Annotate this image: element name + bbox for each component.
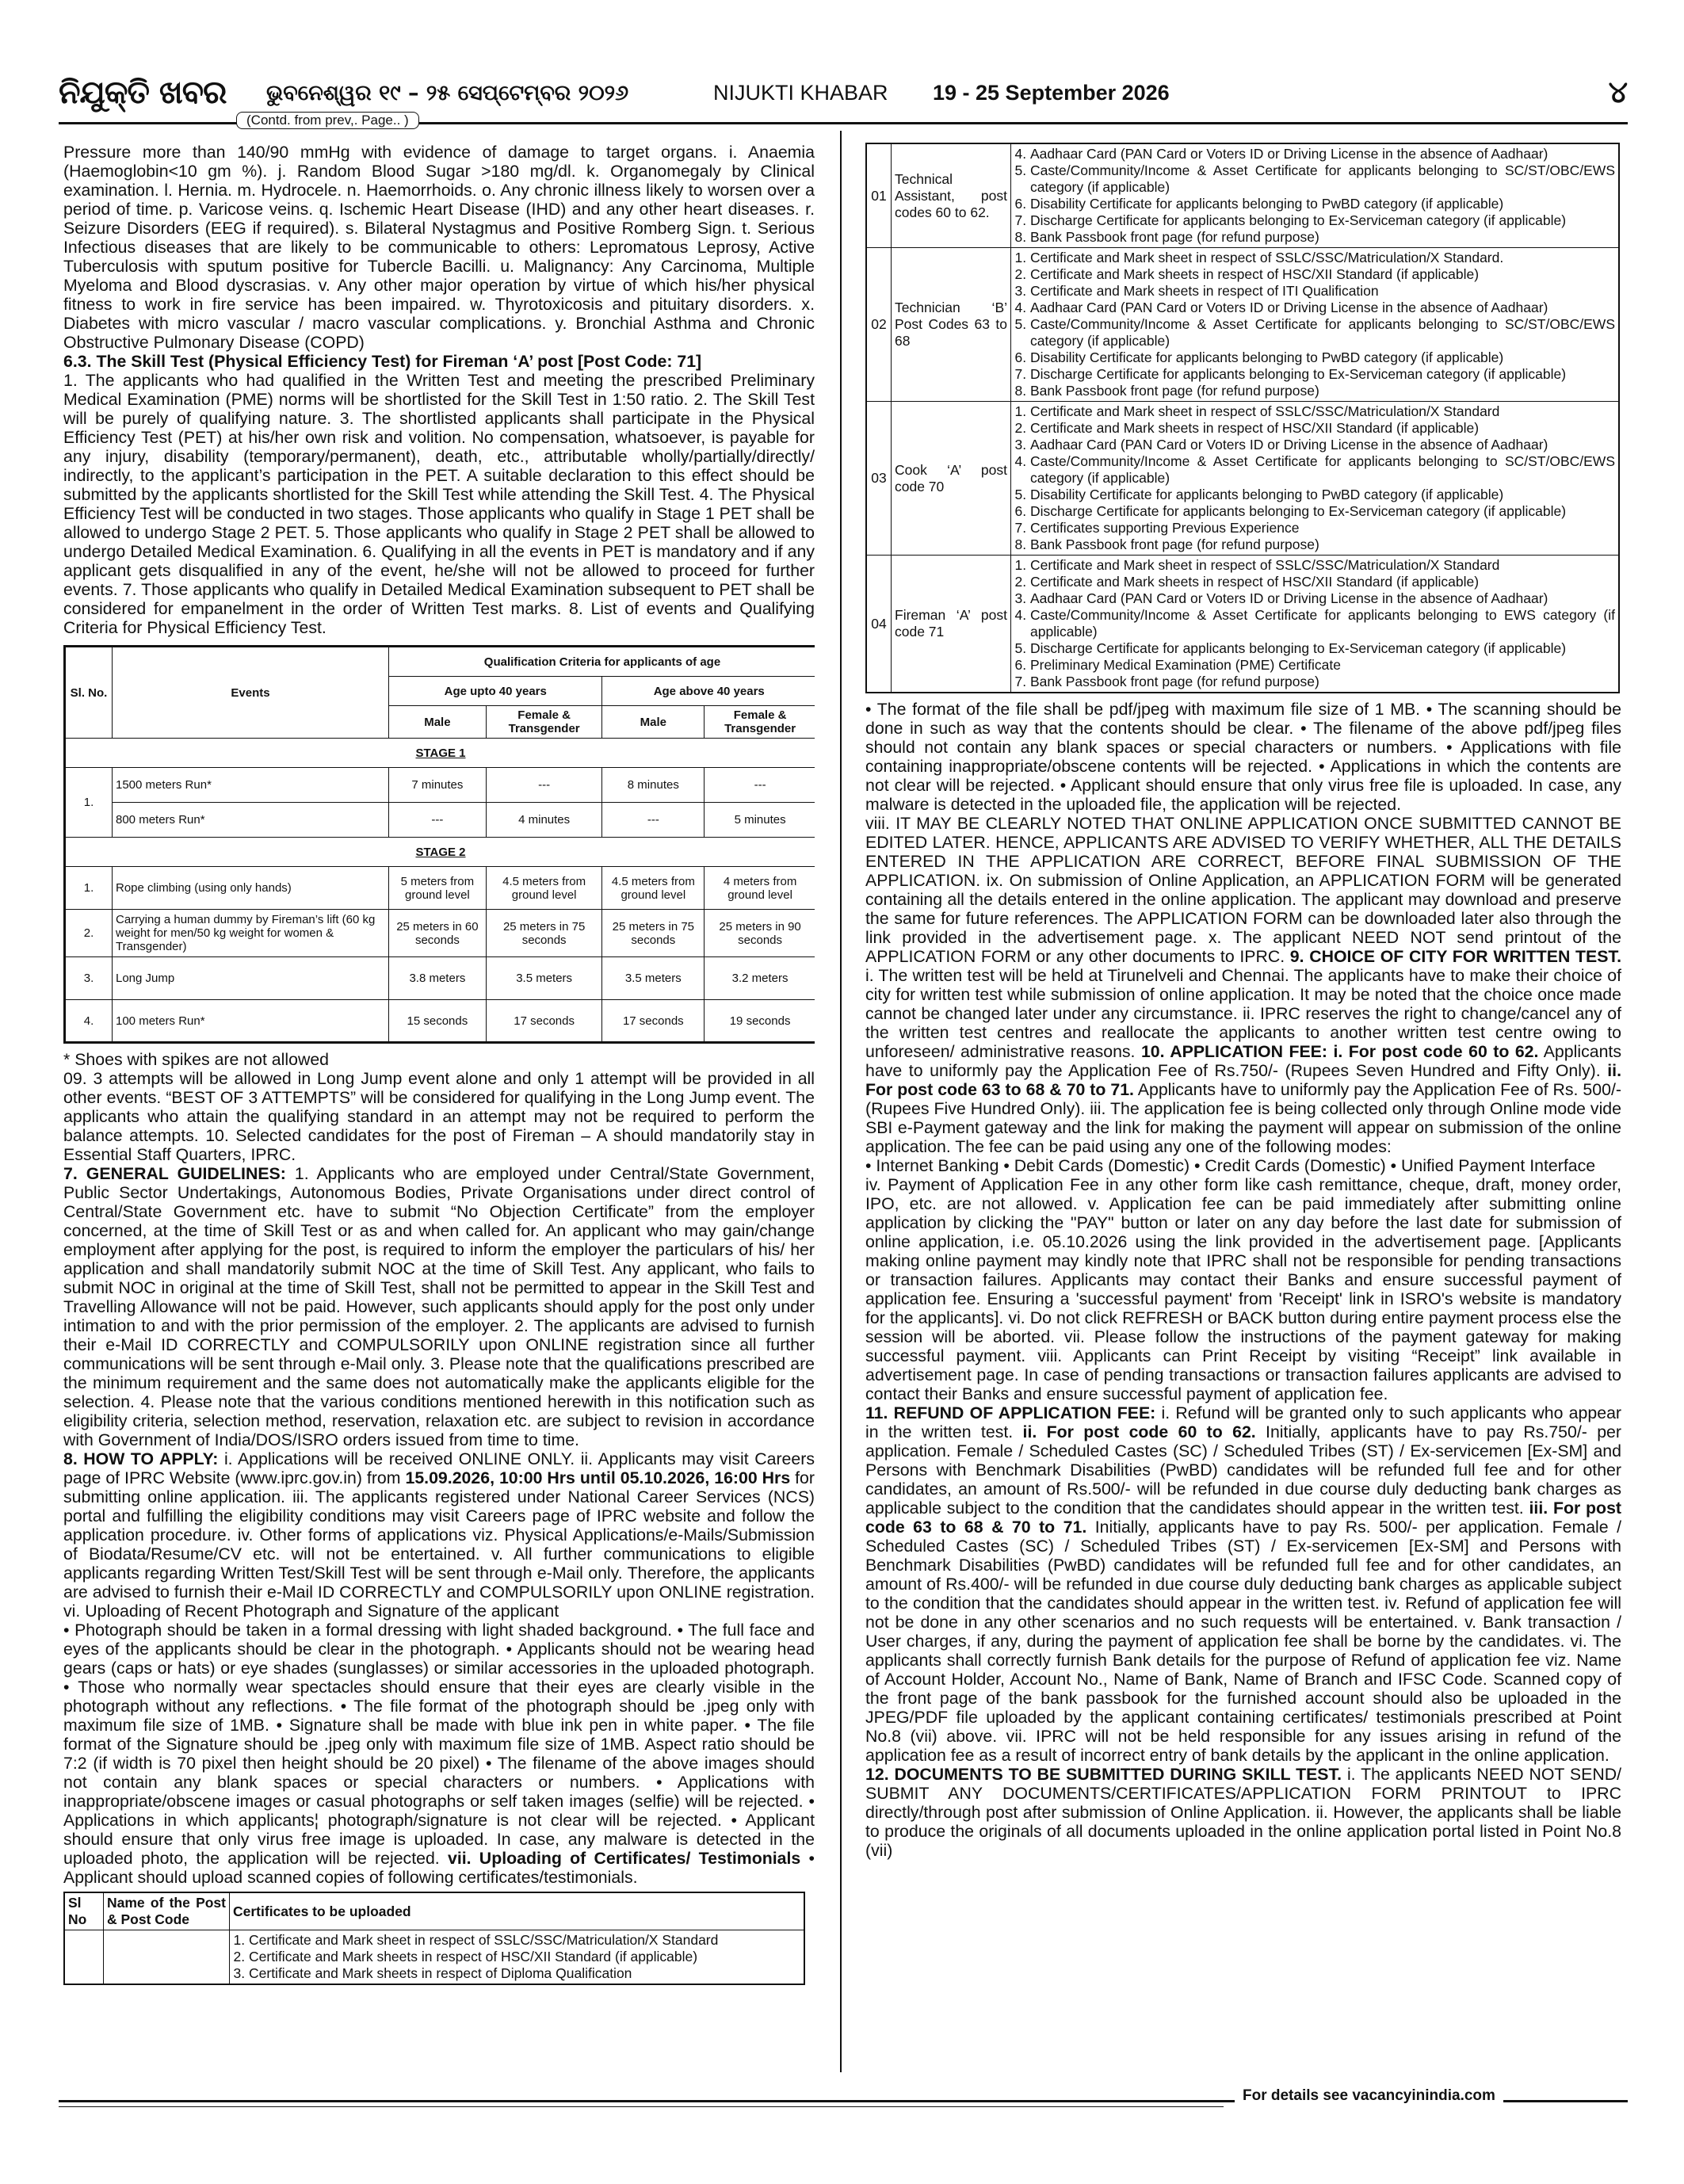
pet-criteria-table	[63, 645, 815, 1044]
pet-header-female-1: Female & Transgender	[486, 706, 602, 739]
pet-header-male-1: Male	[389, 706, 487, 739]
cert-header-certificates: Certificates to be uploaded	[230, 1892, 805, 1930]
list-item: 4. Aadhaar Card (PAN Card or Voters ID or Driving License in the absence of Aadhaar)	[1030, 146, 1615, 162]
left-column	[63, 143, 815, 2059]
table-row: 02 Technician ‘B’ Post Codes 63 to 68 1. Certificate and Mark sheet in respect of SSLC/SSC/Matriculation/X Standard. 2. Certificate and Mark sheets in respect of HSC/XII Standard (if applicable) 3. Certificate and Mark sheets in respect of ITI Qualification 4. Aadhaar Card (PAN Card or Voters ID or Driving License in the absence of Aadhaar) 5. Caste/Community/Income & Asset Certificate for applicants belonging to SC/ST/OBC/EWS category (if applicable) 6. Disability Certificate for applicants belonging to PwBD category (if applicable) 7. Discharge Certificate for applicants belonging to Ex-Serviceman category (if applicable) 8. Bank Passbook front page (for refund purpose)	[866, 248, 1619, 402]
refund-paragraph: 11. REFUND OF APPLICATION FEE: i. Refund will be granted only to such applicants who appear in the written test. ii. For post code 60 to 62. Initially, applicants have to pay Rs.750/- per application. Female / Scheduled Castes (SC) / Scheduled Tribes (ST) / Ex-servicemen [Ex-SM] and Persons with Benchmark Disabilities (PwBD) candidates will be refunded full fee and for other candidates, an amount of Rs.500/- will be refunded in due course duly deducting bank charges as applicable subject to the condition that the candidates should appear in the written test. iii. For post code 63 to 68 & 70 to 71. Initially, applicants have to pay Rs. 500/- per application. Female / Scheduled Castes (SC) / Scheduled Tribes (ST) / Ex-servicemen [Ex-SM] and Persons with Benchmark Disabilities (PwBD) candidates will be refunded full fee and for other candidates, an amount of Rs.400/- will be refunded in due course duly deducting bank charges as applicable subject to the condition that the candidates should appear in the written test. iv. Refund of application fee will not be done in any other scenarios and no such requests will be entertained. v. Bank transaction / User charges, if any, during the payment of application fee shall be borne by the candidates. vi. The applicants shall correctly furnish Bank details for the purpose of Refund of application fee viz. Name of Account Holder, Account No., Name of Bank, Name of Branch and IFSC Code. Scanned copy of the front page of the bank passbook for the furnished account should also be uploaded in the JPEG/PDF file uploaded by the applicant containing certificates/ testimonials prescribed at Point No.8 (vii) above. vii. IPRC will not be held responsible for any issues arising in refund of the application fee as a result of incorrect entry of bank details by the applicant in the online application.	[865, 1403, 1621, 1765]
list-item: 4. Caste/Community/Income & Asset Certificate for applicants belonging to SC/ST/OBC/EWS category (if applicable)	[1030, 453, 1615, 487]
table-row: 800 meters Run* --- 4 minutes --- 5 minutes	[65, 803, 815, 838]
documents-by-post-table	[865, 143, 1620, 693]
table-row: 2. Carrying a human dummy by Fireman’s lift (60 kg weight for men/50 kg weight for women & Transgender) 25 meters in 60 seconds 25 meters in 75 seconds 25 meters in 75 seconds 25 meters in 90 seconds	[65, 910, 815, 957]
list-item: 2. Certificate and Mark sheets in respect of HSC/XII Standard (if applicable)	[249, 1949, 800, 1965]
list-item: 8. Bank Passbook front page (for refund purpose)	[1030, 536, 1615, 553]
list-item: 8. Bank Passbook front page (for refund purpose)	[1030, 229, 1615, 246]
footer-source-note: For details see vacancyinindia.com	[1235, 2087, 1503, 2105]
table-row: 04 Fireman ‘A’ post code 71 1. Certificate and Mark sheet in respect of SSLC/SSC/Matriculation/X Standard 2. Certificate and Mark sheets in respect of HSC/XII Standard (if applicable) 3. Aadhaar Card (PAN Card or Voters ID or Driving License in the absence of Aadhaar) 4. Caste/Community/Income & Asset Certificate for applicants belonging to EWS category (if applicable) 5. Discharge Certificate for applicants belonging to Ex-Serviceman category (if applicable) 6. Preliminary Medical Examination (PME) Certificate 7. Bank Passbook front page (for refund purpose)	[866, 556, 1619, 693]
list-item: 6. Disability Certificate for applicants belonging to PwBD category (if applicable)	[1030, 349, 1615, 366]
list-item: 4. Aadhaar Card (PAN Card or Voters ID or Driving License in the absence of Aadhaar)	[1030, 300, 1615, 316]
general-guidelines-paragraph: 7. GENERAL GUIDELINES: 1. Applicants who are employed under Central/State Government, Public Sector Undertakings, Autonomous Bodies, Private Organisations under direct control of Central/State Government etc. have to submit “No Objection Certificate” from the employer concerned, at the time of Skill Test or as and when called for. An applicant who may gain/change employment after applying for the post, is required to inform the employer the particulars of his/ her application and shall mandatorily submit NOC at the time of Skill Test. Any applicant, who fails to submit NOC in original at the time of Skill Test, shall not be permitted to appear in the Skill Test and Travelling Allowance will not be paid. However, such applicants should apply for the post only under intimation to and with the prior permission of the employer. 2. The applicants are advised to furnish their e-Mail ID CORRECTLY and COMPULSORILY upon ONLINE registration since all further communications will be sent through e-Mail only. 3. Please note that the qualifications prescribed are the minimum requirement and the same does not automatically make the applicants eligible for the selection. 4. Please note that the various conditions mentioned herewith in this notification such as eligibility criteria, selection method, reservation, relaxation etc. are subject to revision in accordance with Government of India/DOS/ISRO orders issued from time to time.	[63, 1164, 815, 1449]
skill-test-paragraph: 1. The applicants who had qualified in the Written Test and meeting the prescribed Preliminary Medical Examination (PME) norms will be shortlisted for the Skill Test in 1:50 ratio. 2. The Skill Test will be purely of qualifying nature. 3. The shortlisted applicants shall participate in the Physical Efficiency Test (PET) at his/her own risk and volition. No compensation, whatsoever, is payable for any injury, disability (temporary/permanent), death, etc., attributable wholly/partially/directly/ indirectly, to the applicant’s participation in the PET. A suitable declaration to this effect should be submitted by the applicants shortlisted for the Skill Test while attending the Skill Test. 4. The Physical Efficiency Test will be conducted in two stages. Those applicants who qualify in Stage 1 PET shall be allowed to undergo Stage 2 PET. 5. Those applicants who qualify in Stage 2 PET shall be allowed to undergo Detailed Medical Examination. 6. Qualifying in all the events in PET is mandatory and if any applicant gets disqualified in any of the event, he/she will not be allowed to proceed for further events. 7. Those applicants who qualify in Detailed Medical Examination subsequent to PET shall be considered for empanelment in the order of Written Test marks. 8. List of events and Qualifying Criteria for Physical Efficiency Test.	[63, 371, 815, 637]
cert-header-post: Name of the Post & Post Code	[104, 1892, 230, 1930]
certificates-table	[63, 1892, 805, 1985]
payment-modes: • Internet Banking • Debit Cards (Domestic) • Credit Cards (Domestic) • Unified Payment Interface	[865, 1156, 1596, 1175]
list-item: 6. Disability Certificate for applicants belonging to PwBD category (if applicable)	[1030, 196, 1615, 212]
list-item: 4. Caste/Community/Income & Asset Certificate for applicants belonging to EWS category (if applicable)	[1030, 607, 1615, 640]
list-item: 7. Discharge Certificate for applicants belonging to Ex-Serviceman category (if applicable)	[1030, 212, 1615, 229]
stage-2-label: STAGE 2	[65, 838, 815, 867]
issue-date: 19 - 25 September 2026	[933, 81, 1170, 105]
list-item: 5. Caste/Community/Income & Asset Certificate for applicants belonging to SC/ST/OBC/EWS category (if applicable)	[1030, 162, 1615, 196]
list-item: 3. Certificate and Mark sheets in respect of Diploma Qualification	[249, 1965, 800, 1982]
list-item: 2. Certificate and Mark sheets in respect of HSC/XII Standard (if applicable)	[1030, 266, 1615, 283]
medical-conditions-paragraph: Pressure more than 140/90 mmHg with evidence of damage to target organs. i. Anaemia (Haemoglobin<10 gm %). j. Random Blood Sugar >180 mg/dl. k. Organomegaly by Clinical examination. l. Hernia. m. Hydrocele. n. Haemorrhoids. o. Any chronic illness likely to worsen over a period of time. p. Varicose veins. q. Ischemic Heart Disease (IHD) and any other heart diseases. r. Seizure Disorders (EEG if required). s. Bilateral Nystagmus and Positive Romberg Sign. t. Serious Infectious diseases that are likely to be communicable to others: Lepromatous Leprosy, Active Tuberculosis with sputum positive for Tubercle Bacilli. u. Malignancy: Any Carcinoma, Multiple Myeloma and Blood dyscrasias. v. Any other major operation by virtue of which his/her physical fitness to work in fire service has been impaired. w. Thyrotoxicosis and pituitary disorders. x. Diabetes with micro vascular / macro vascular complications. y. Bronchial Asthma and Chronic Obstructive Pulmonary Disease (COPD)	[63, 143, 815, 352]
table-row: 03 Cook ‘A’ post code 70 1. Certificate and Mark sheet in respect of SSLC/SSC/Matriculation/X Standard 2. Certificate and Mark sheets in respect of HSC/XII Standard (if applicable) 3. Aadhaar Card (PAN Card or Voters ID or Driving License in the absence of Aadhaar) 4. Caste/Community/Income & Asset Certificate for applicants belonging to SC/ST/OBC/EWS category (if applicable) 5. Disability Certificate for applicants belonging to PwBD category (if applicable) 6. Discharge Certificate for applicants belonging to Ex-Serviceman category (if applicable) 7. Certificates supporting Previous Experience 8. Bank Passbook front page (for refund purpose)	[866, 402, 1619, 556]
list-item: 7. Discharge Certificate for applicants belonging to Ex-Serviceman category (if applicable)	[1030, 366, 1615, 383]
list-item: 1. Certificate and Mark sheet in respect of SSLC/SSC/Matriculation/X Standard	[1030, 557, 1615, 574]
pet-header-age-upto-40: Age upto 40 years	[389, 677, 602, 706]
list-item: 5. Caste/Community/Income & Asset Certificate for applicants belonging to SC/ST/OBC/EWS category (if applicable)	[1030, 316, 1615, 349]
list-item: 2. Certificate and Mark sheets in respect of HSC/XII Standard (if applicable)	[1030, 574, 1615, 590]
pet-header-male-2: Male	[602, 706, 705, 739]
how-to-apply-paragraph: 8. HOW TO APPLY: i. Applications will be received ONLINE ONLY. ii. Applicants may visit Careers page of IPRC Website (www.iprc.gov.in) from 15.09.2026, 10:00 Hrs until 05.10.2026, 16:00 Hrs for submitting online application. iii. The applicants registered under National Career Services (NCS) portal and fulfilling the eligibility conditions may visit Careers page of IPRC website and follow the application procedure. iv. Other forms of applications viz. Physical Applications/e-Mails/Submission of Biodata/Resume/CV etc. will not be entertained. v. All further communications to eligible applicants regarding Written Test/Skill Test will be sent through e-Mail only. Therefore, the applicants are advised to furnish their e-Mail ID CORRECTLY and COMPULSORILY upon ONLINE registration. vi. Uploading of Recent Photograph and Signature of the applicant	[63, 1449, 815, 1621]
odia-date-line: ଭୁବନେଶ୍ୱର ୧୯ – ୨୫ ସେପ୍ଟେମ୍ବର ୨୦୨୬	[266, 81, 629, 105]
list-item: 3. Certificate and Mark sheets in respect of ITI Qualification	[1030, 283, 1615, 300]
documents-skill-test-paragraph: 12. DOCUMENTS TO BE SUBMITTED DURING SKILL TEST. i. The applicants NEED NOT SEND/ SUBMIT ANY DOCUMENTS/CERTIFICATES/APPLICATION FORM PRINTOUT to IPRC directly/through post after submission of Online Application. ii. However, the applicants shall be liable to produce the originals of all documents uploaded in the online application portal listed in Point No.8 (vii)	[865, 1765, 1621, 1860]
table-row: 1. 1500 meters Run* 7 minutes --- 8 minutes ---	[65, 768, 815, 803]
pet-header-female-2: Female & Transgender	[705, 706, 815, 739]
pet-header-events: Events	[113, 647, 389, 739]
table-row: 4. 100 meters Run* 15 seconds 17 seconds 17 seconds 19 seconds	[65, 1000, 815, 1043]
paper-name: NIJUKTI KHABAR	[713, 81, 888, 105]
stage-1-label: STAGE 1	[65, 739, 815, 768]
list-item: 3. Aadhaar Card (PAN Card or Voters ID or Driving License in the absence of Aadhaar)	[1030, 590, 1615, 607]
list-item: 6. Discharge Certificate for applicants belonging to Ex-Serviceman category (if applicable)	[1030, 503, 1615, 520]
pet-header-criteria: Qualification Criteria for applicants of age	[389, 647, 815, 677]
list-item: 6. Preliminary Medical Examination (PME) Certificate	[1030, 657, 1615, 674]
page-number: ୪	[1608, 74, 1628, 109]
payment-paragraph: iv. Payment of Application Fee in any other form like cash remittance, cheque, draft, money order, IPO, etc. are not allowed. v. Application fee can be paid immediately after submitting online application by clicking the "PAY" button or later on any day before the last date for submission of online application, i.e. 05.10.2026 using the link provided in the advertisement page. [Applicants making online payment may kindly note that IPRC shall not be responsible for pending transactions or transaction failures. Applicants may contact their Banks and ensure successful payment of application fee. Ensuring a 'successful payment' from 'Receipt' link in ISRO's website is mandatory for the applicants]. vi. Do not click REFRESH or BACK button during entire payment process else the session will be aborted. vii. Please follow the instructions of the payment gateway for making successful payment. viii. Applicants can Print Receipt by visiting “Receipt” link available in advertisement page. In case of pending transactions or transaction failures applicants are advised to contact their Banks and ensure successful payment of application fee.	[865, 1175, 1621, 1403]
footer-rule-thin	[59, 2106, 1224, 2107]
table-row: 01 Technical Assistant, post codes 60 to 62. 4. Aadhaar Card (PAN Card or Voters ID or Driving License in the absence of Aadhaar) 5. Caste/Community/Income & Asset Certificate for applicants belonging to SC/ST/OBC/EWS category (if applicable) 6. Disability Certificate for applicants belonging to PwBD category (if applicable) 7. Discharge Certificate for applicants belonging to Ex-Serviceman category (if applicable) 8. Bank Passbook front page (for refund purpose)	[866, 143, 1619, 248]
photo-guidelines-paragraph: • Photograph should be taken in a formal dressing with light shaded background. • The full face and eyes of the applicants should be clear in the photograph. • Applicants should not be wearing head gears (caps or hats) or eye shades (sunglasses) or similar accessories in the uploaded photograph. • Those who normally wear spectacles should ensure that their eyes are clearly visible in the photograph without any reflections. • The file format of the photograph should be .jpeg only with maximum file size of 1MB. • Signature shall be made with blue ink pen in white paper. • The file format of the Signature should be .jpeg only with maximum file size of 1MB. Aspect ratio should be 7:2 (if width is 70 pixel then height should be 20 pixel) • The filename of the above images should not contain any blank spaces or special characters or numbers. • Applications with inappropriate/obscene images or casual photographs or self taken images (selfie) will be rejected. • Applications in which applicants¦ photograph/signature is not clear will be rejected. • Applicant should ensure that only virus free image is uploaded. In case, any malware is detected in the uploaded photo, the application will be rejected. vii. Uploading of Certificates/ Testimonials • Applicant should upload scanned copies of following certificates/testimonials.	[63, 1621, 815, 1887]
pet-header-sl: Sl. No.	[65, 647, 113, 739]
cert-header-sl: Sl No	[64, 1892, 104, 1930]
list-item: 1. Certificate and Mark sheet in respect of SSLC/SSC/Matriculation/X Standard	[249, 1932, 800, 1949]
list-item: 7. Bank Passbook front page (for refund purpose)	[1030, 674, 1615, 690]
continued-note: (Contd. from prev,. Page.. )	[236, 112, 419, 129]
table-row: 1. Rope climbing (using only hands) 5 meters from ground level 4.5 meters from ground level 4.5 meters from ground level 4 meters from ground level	[65, 867, 815, 910]
list-item: 5. Disability Certificate for applicants belonging to PwBD category (if applicable)	[1030, 487, 1615, 503]
list-item: 3. Aadhaar Card (PAN Card or Voters ID or Driving License in the absence of Aadhaar)	[1030, 437, 1615, 453]
column-divider	[840, 131, 842, 2072]
list-item: 8. Bank Passbook front page (for refund purpose)	[1030, 383, 1615, 399]
list-item: 7. Certificates supporting Previous Experience	[1030, 520, 1615, 536]
list-item: 1. Certificate and Mark sheet in respect of SSLC/SSC/Matriculation/X Standard.	[1030, 250, 1615, 266]
table-row: 3. Long Jump 3.8 meters 3.5 meters 3.5 meters 3.2 meters	[65, 957, 815, 1000]
skill-test-heading: 6.3. The Skill Test (Physical Efficiency Test) for Fireman ‘A’ post [Post Code: 71]	[63, 352, 702, 371]
newspaper-logo: ନିଯୁକ୍ତି ଖବର	[59, 74, 227, 111]
right-column	[865, 143, 1621, 2105]
pet-header-age-above-40: Age above 40 years	[602, 677, 815, 706]
application-edit-paragraph: viii. IT MAY BE CLEARLY NOTED THAT ONLINE APPLICATION ONCE SUBMITTED CANNOT BE EDITED LATER. HENCE, APPLICANTS ARE ADVISED TO VERIFY WHETHER, ALL THE DETAILS ENTERED IN THE APPLICATION ARE CORRECT, BEFORE FINAL SUBMISSION OF THE APPLICATION. ix. On submission of Online Application, an APPLICATION FORM will be generated containing all the details entered in the online application. The applicant may download and preserve the same for future references. The APPLICATION FORM can be downloaded later also through the link provided in the advertisement page. x. The applicant NEED NOT send printout of the APPLICATION FORM or any other documents to IPRC. 9. CHOICE OF CITY FOR WRITTEN TEST. i. The written test will be held at Tirunelveli and Chennai. The applicants have to make their choice of city for written test while submission of online application. It may be noted that the choice once made cannot be changed later under any circumstance. ii. IPRC reserves the right to change/cancel any of the written test centres and reallocate the applicants to another written test centre owing to unforeseen/ administrative reasons. 10. APPLICATION FEE: i. For post code 60 to 62. Applicants have to uniformly pay the Application Fee of Rs.750/- (Rupees Seven Hundred and Fifty Only). ii. For post code 63 to 68 & 70 to 71. Applicants have to uniformly pay the Application Fee of Rs. 500/- (Rupees Five Hundred Only). iii. The application fee is being collected only through Online mode vide SBI e-Payment gateway and the link for making the payment will appear on submission of the online application. The fee can be paid using any one of the following modes:	[865, 814, 1621, 1156]
spikes-note: * Shoes with spikes are not allowed	[63, 1050, 330, 1069]
long-jump-paragraph: 09. 3 attempts will be allowed in Long Jump event alone and only 1 attempt will be provided in all other events. “BEST OF 3 ATTEMPTS” will be considered for qualifying in the Long Jump event. The applicants who attain the qualifying standard in an attempt may not be required to perform the balance attempts. 10. Selected candidates for the post of Fireman – A should mandatorily stay in Essential Staff Quarters, IPRC.	[63, 1069, 815, 1164]
list-item: 2. Certificate and Mark sheets in respect of HSC/XII Standard (if applicable)	[1030, 420, 1615, 437]
list-item: 1. Certificate and Mark sheet in respect of SSLC/SSC/Matriculation/X Standard	[1030, 403, 1615, 420]
file-format-paragraph: • The format of the file shall be pdf/jpeg with maximum file size of 1 MB. • The scanning should be done in such as way that the contents should be clear. • The filename of the above pdf/jpeg files should not contain any blank spaces or special characters or numbers. • Applications with file containing inappropriate/obscene contents will be rejected. • Applications in which the contents are not clear will be rejected. • Applicant should ensure that only virus free file is uploaded. In case, any malware is detected in the uploaded file, the application will be rejected.	[865, 700, 1621, 814]
masthead	[59, 74, 1628, 116]
table-row	[64, 1930, 804, 1985]
list-item: 5. Discharge Certificate for applicants belonging to Ex-Serviceman category (if applicable)	[1030, 640, 1615, 657]
